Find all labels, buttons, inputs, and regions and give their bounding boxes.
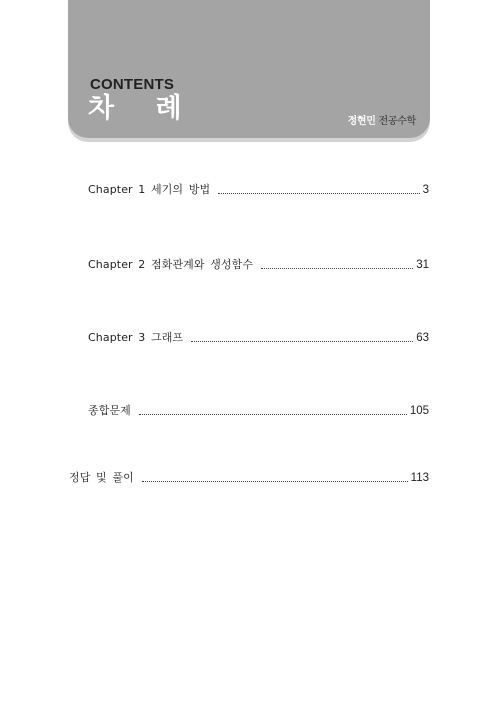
toc-entry-page: 63 [416,332,429,344]
page-title: 차 례 [88,93,198,124]
brand-subject: 전공수학 [378,116,416,127]
brand-author: 정현민 [347,116,376,127]
toc-entry-label: Chapter 2 점화관계와 생성함수 [88,258,254,271]
toc-entry-label: 정답 및 풀이 [69,471,134,484]
toc-entry-page: 113 [410,472,429,484]
dot-leader [139,414,407,415]
toc-entry-page: 31 [416,259,429,271]
dot-leader [218,193,419,194]
toc-entry-chapter-2[interactable] [88,256,429,272]
contents-label: CONTENTS [90,76,175,93]
toc-entry-chapter-3[interactable] [88,329,429,345]
dot-leader [191,341,413,342]
brand-label [348,112,416,127]
header-banner [68,0,430,138]
toc-entry-label: Chapter 1 세기의 방법 [88,183,211,196]
toc-entry-page: 105 [409,405,429,417]
toc-entry-answers-solutions[interactable] [69,469,429,485]
dot-leader [142,481,408,482]
toc-entry-page: 3 [422,184,429,196]
toc-entry-label: Chapter 3 그래프 [88,331,184,344]
toc-entry-label: 종합문제 [88,404,131,417]
toc-entry-comprehensive-problems[interactable] [88,402,429,418]
dot-leader [261,268,413,269]
toc-entry-chapter-1[interactable] [88,181,429,197]
